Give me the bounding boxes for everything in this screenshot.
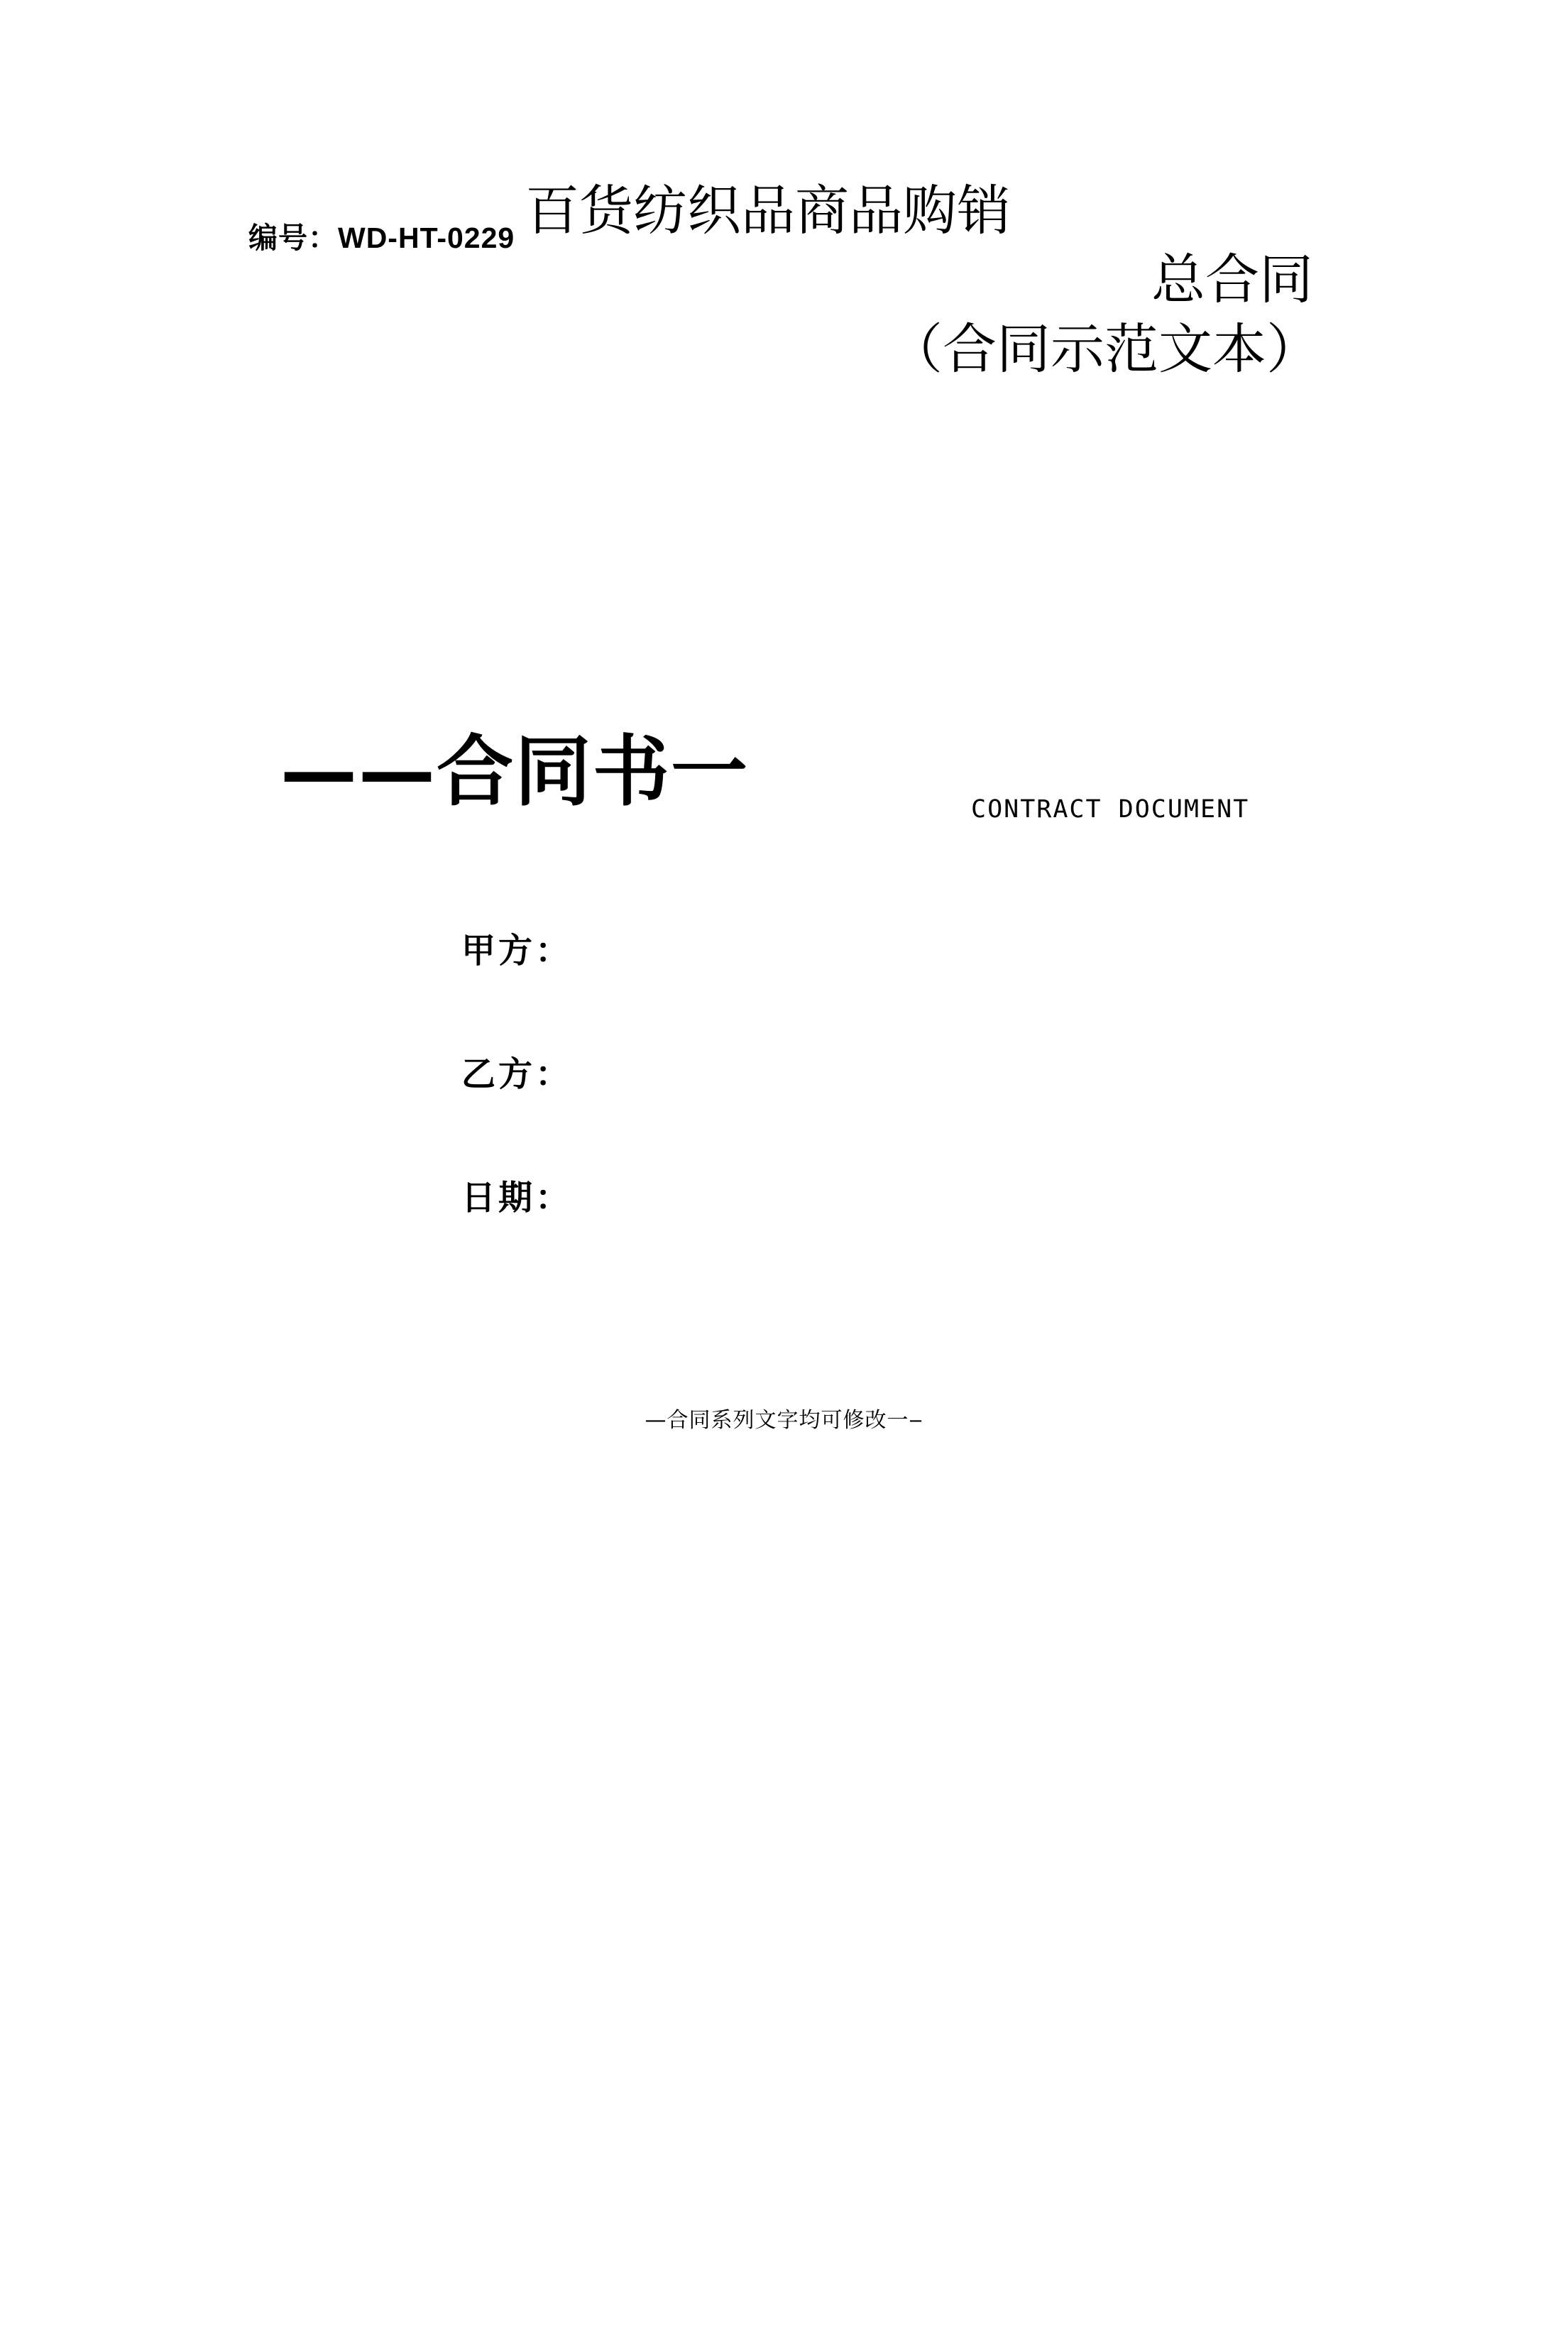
page-title-line-2: 总合同 xyxy=(1151,248,1313,312)
contract-heading-english: CONTRACT DOCUMENT xyxy=(971,795,1250,824)
contract-heading-chinese: ——合同书一 xyxy=(280,728,750,816)
footnote-text: —合同系列文字均可修改一‒ xyxy=(645,1408,923,1433)
field-party-a: 甲方： xyxy=(461,931,573,971)
page-title-line-3: （合同示范文本） xyxy=(889,317,1320,381)
page-title-line-1: 百货纺织品商品购销 xyxy=(525,179,1011,242)
party-fields xyxy=(461,923,1100,1294)
page-title xyxy=(525,176,1327,383)
field-party-b: 乙方： xyxy=(461,1054,573,1094)
document-number: 编号：WD-HT-0229 xyxy=(248,222,515,254)
field-date: 日期： xyxy=(461,1178,573,1218)
